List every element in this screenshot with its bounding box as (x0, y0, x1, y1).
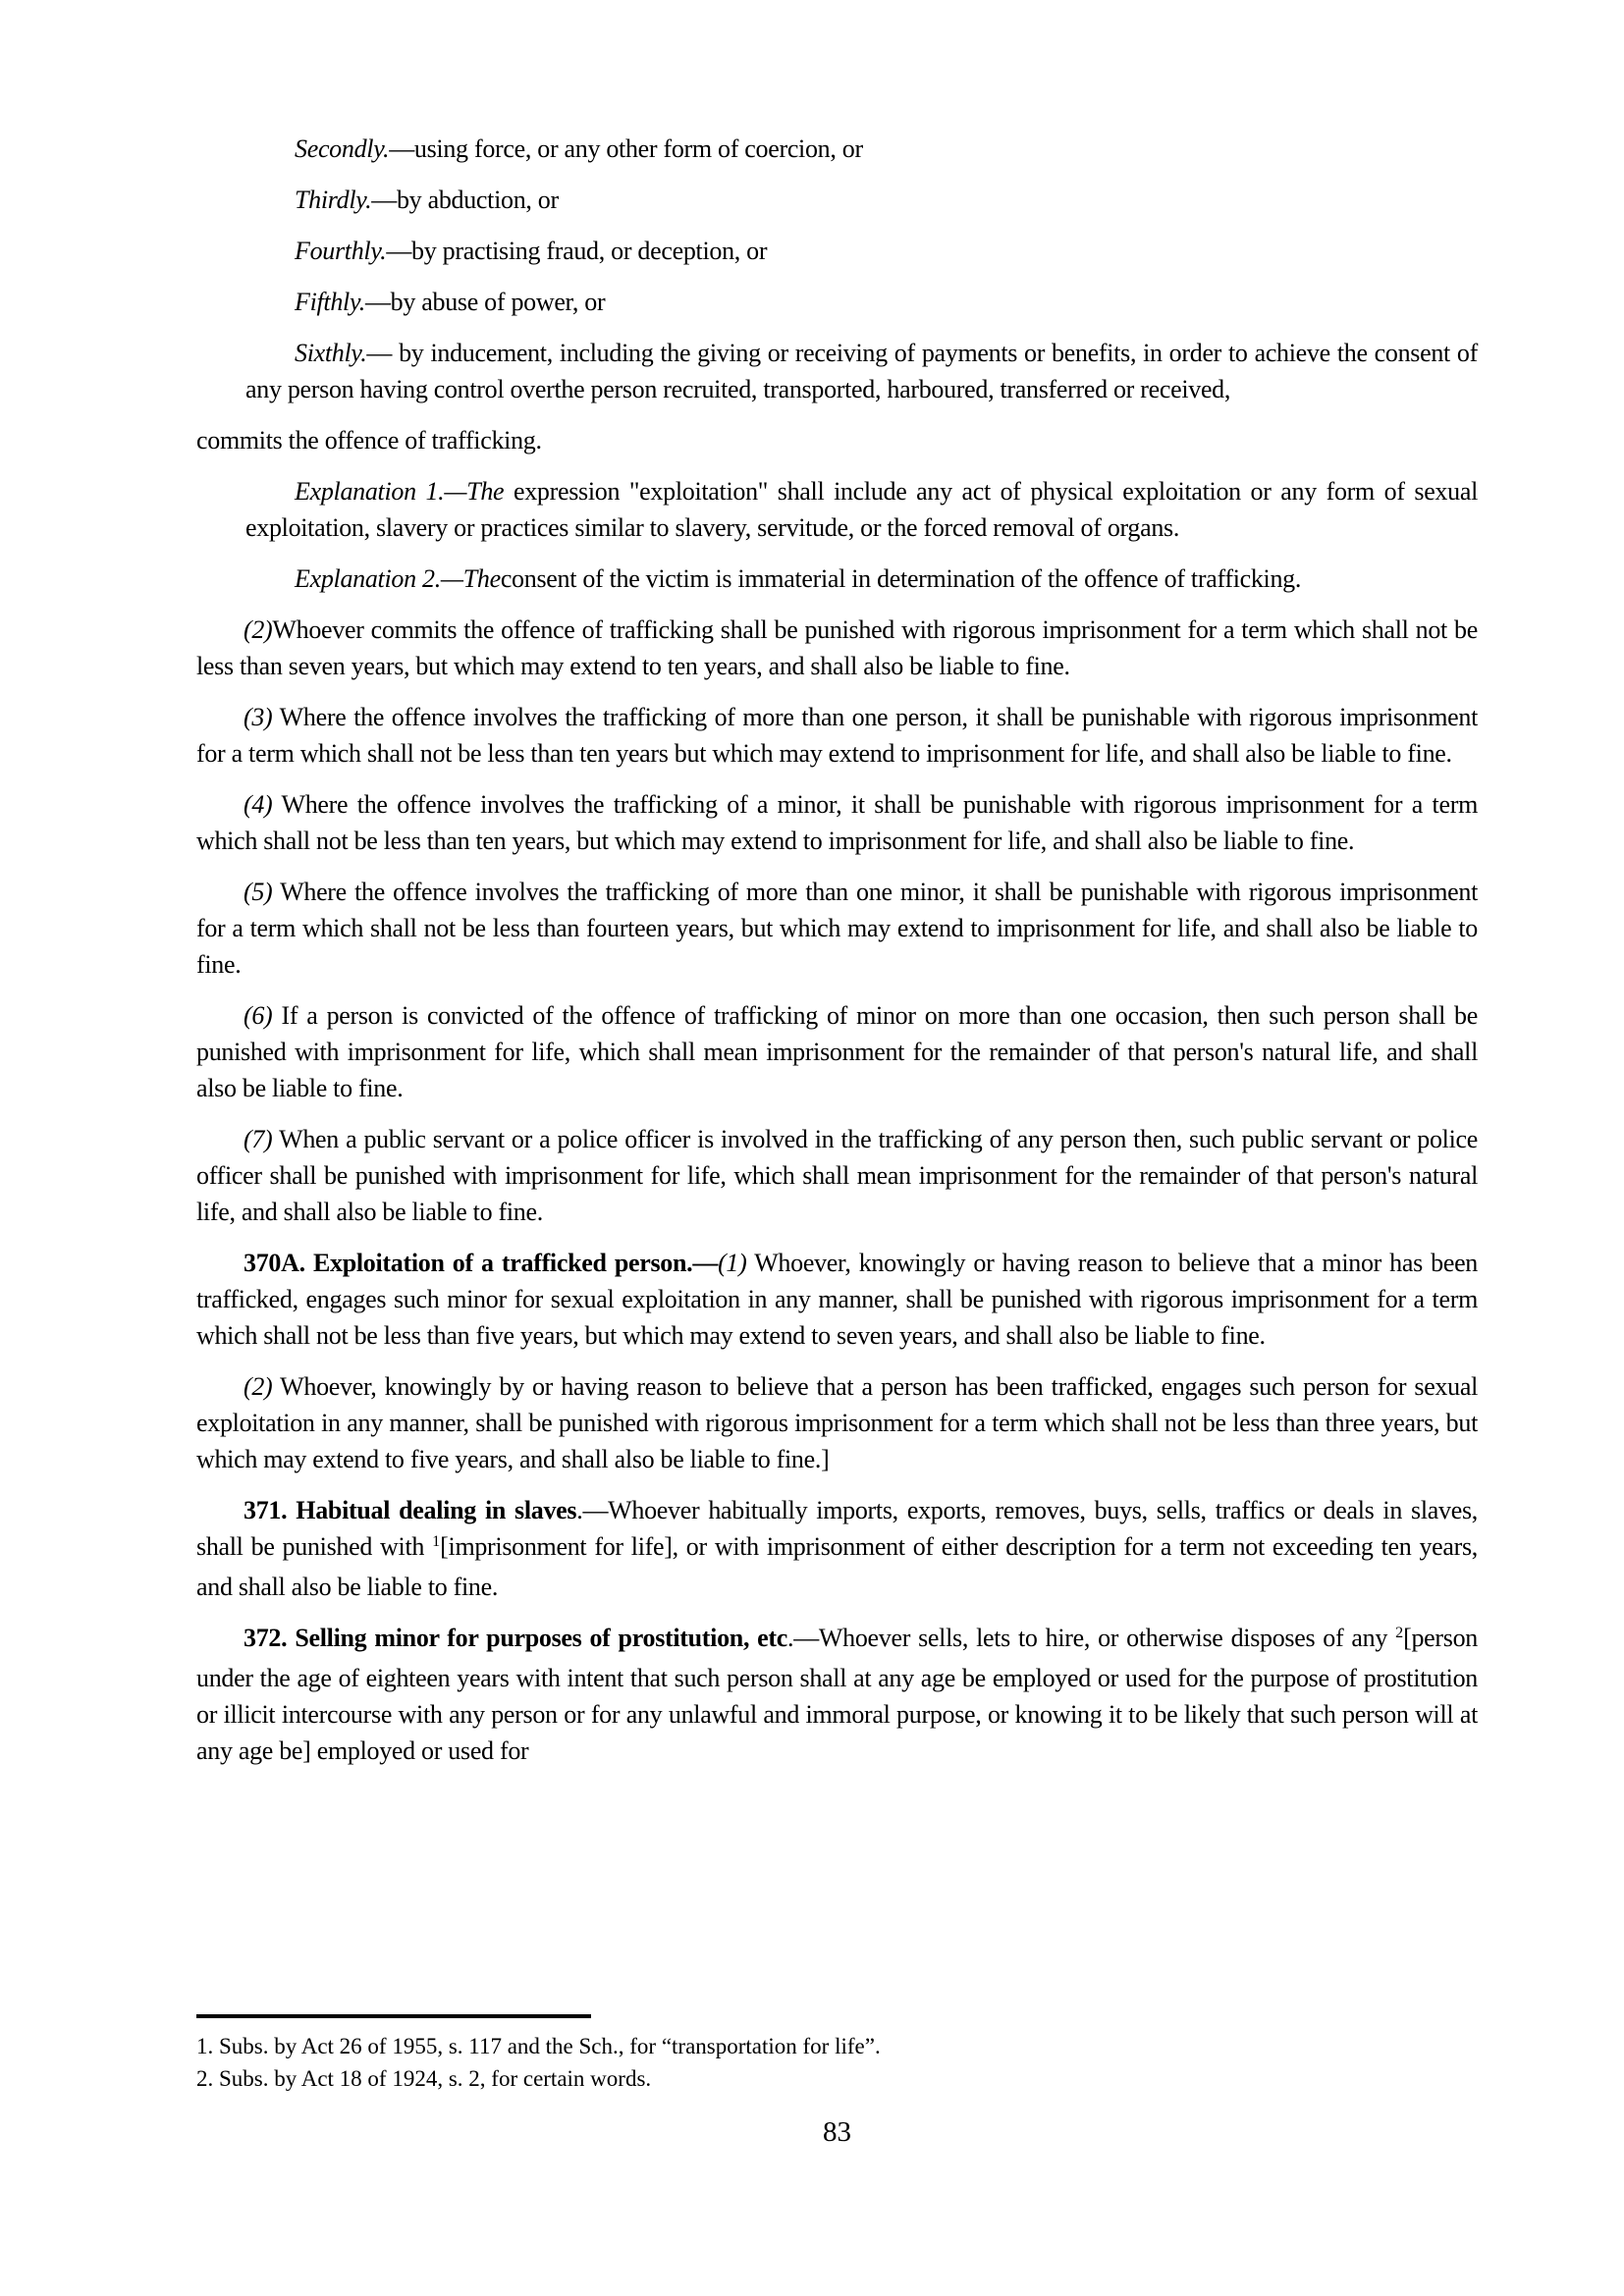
text-segment: [imprisonment for life], or with imprisonment of either description for a term not exceeding ten years, and shall also be liable to fine. (196, 1532, 1479, 1601)
subsection-4 (196, 786, 1478, 859)
text-segment: — by inducement, including the giving or receiving of payments or benefits, in order to achieve the consent of any person having control overthe person recruited, transported, harboured, transferred or received, (245, 339, 1478, 403)
section-371 (196, 1492, 1478, 1605)
text-segment: (6) (244, 1001, 273, 1030)
text-segment: Where the offence involves the trafficking of more than one person, it shall be punishable with rigorous imprisonment for a term which shall not be less than ten years but which may extend to imprisonment for life, and shall also be liable to fine. (196, 703, 1478, 768)
text-segment: (7) (244, 1125, 273, 1153)
footnote-separator (196, 2014, 591, 2018)
text-segment: [person under the age of eighteen years with intent that such person shall at any age be employed or used for the purpose of prostitution or illicit intercourse with any person or for any unlawful and immoral purpose, or knowing it to be likely that such person will at any age be] employed or used for (196, 1624, 1478, 1765)
text-segment: (2) (244, 1372, 273, 1401)
explanation-2 (245, 561, 1478, 597)
text-segment: 371. Habitual dealing in slaves (244, 1496, 577, 1524)
text-segment: When a public servant or a police officer is involved in the trafficking of any person then, such public servant or police officer shall be punished with imprisonment for life, which shall mean imprisonment for the remainder of that person's natural life, and shall also be liable to fine. (196, 1125, 1478, 1226)
section-370A (196, 1245, 1478, 1354)
text-segment: Where the offence involves the trafficking of more than one minor, it shall be punishable with rigorous imprisonment for a term which shall not be less than fourteen years, but which may extend to imprisonment for life, and shall also be liable to fine. (196, 878, 1478, 979)
text-segment: —by abuse of power, or (364, 288, 606, 316)
explanation-1 (245, 473, 1478, 546)
text-segment: Sixthly. (295, 339, 367, 367)
text-segment: (4) (244, 790, 273, 819)
text-segment: (1) (718, 1249, 747, 1277)
text-segment: (2) (244, 615, 273, 644)
text-segment: (3) (244, 703, 273, 731)
text-segment: Whoever commits the offence of trafficking shall be punished with rigorous imprisonment for a term which shall not be less than seven years, but which may extend to ten years, and shall also be liable to fine. (196, 615, 1478, 680)
section-370A-subsection-2 (196, 1368, 1478, 1477)
text-segment: 2 (1395, 1625, 1404, 1642)
text-segment: Where the offence involves the trafficking of a minor, it shall be punishable with rigorous imprisonment for a term which shall not be less than ten years, but which may extend to imprisonment for life, and shall also be liable to fine. (196, 790, 1478, 855)
subsection-6 (196, 997, 1478, 1106)
text-segment: .—Whoever sells, lets to hire, or otherwise disposes of any (787, 1624, 1396, 1652)
text-segment: 2. Subs. by Act 18 of 1924, s. 2, for certain words. (196, 2066, 652, 2091)
text-segment: consent of the victim is immaterial in determination of the offence of trafficking. (500, 564, 1302, 593)
document-body (196, 116, 1478, 1784)
text-segment: —by abduction, or (371, 186, 559, 214)
subsection-5 (196, 874, 1478, 983)
text-segment: —using force, or any other form of coercion, or (389, 134, 863, 163)
text-segment: 370A. Exploitation of a trafficked person.— (244, 1249, 719, 1277)
subsection-3 (196, 699, 1478, 772)
subsection-2 (196, 612, 1478, 684)
text-segment: commits the offence of trafficking. (196, 426, 542, 454)
text-segment: Secondly. (295, 134, 390, 163)
text-segment: Explanation 1.—The (295, 477, 505, 506)
text-segment: If a person is convicted of the offence of trafficking of minor on more than one occasion, then such person shall be punished with imprisonment for life, which shall mean imprisonment for the remainder of that person's natural life, and shall also be liable to fine. (196, 1001, 1478, 1102)
clause-sixthly (245, 335, 1478, 407)
text-segment: expression "exploitation" shall include any act of physical exploitation or any form of sexual exploitation, slavery or practices similar to slavery, servitude, or the forced removal of organs. (245, 477, 1478, 542)
text-segment: (5) (244, 878, 273, 906)
section-372 (196, 1620, 1478, 1769)
text-segment: Explanation 2.—The (295, 564, 501, 593)
text-segment: 372. Selling minor for purposes of prostitution, etc (244, 1624, 788, 1652)
text-segment: 1. Subs. by Act 26 of 1955, s. 117 and the Sch., for “transportation for life”. (196, 2034, 881, 2058)
footnote-1 (196, 2030, 1478, 2062)
clause-secondly (245, 131, 1478, 167)
page-number: 83 (823, 2116, 851, 2148)
text-segment: Thirdly. (295, 186, 372, 214)
text-segment: —by practising fraud, or deception, or (386, 237, 768, 265)
clause-thirdly (245, 182, 1478, 218)
text-segment: 1 (432, 1533, 441, 1551)
trafficking-offence-line (196, 422, 1478, 458)
footnotes (196, 2030, 1478, 2095)
text-segment: Fifthly. (295, 288, 365, 316)
text-segment: Whoever, knowingly by or having reason to believe that a person has been trafficked, engages such person for sexual exploitation in any manner, shall be punished with rigorous imprisonment for a term which shall not be less than three years, but which may extend to five years, and shall also be liable to fine.] (196, 1372, 1478, 1473)
text-segment: Fourthly. (295, 237, 387, 265)
text-segment: Whoever, knowingly or having reason to believe that a minor has been trafficked, engages such minor for sexual exploitation in any manner, shall be punished with rigorous imprisonment for a term which shall not be less than five years, but which may extend to seven years, and shall also be liable to fine. (196, 1249, 1479, 1350)
text-segment: .—Whoever habitually imports, exports, removes, buys, sells, traffics or deals in slaves, shall be punished with (196, 1496, 1478, 1561)
clause-fifthly (245, 284, 1478, 320)
clause-fourthly (245, 233, 1478, 269)
footnote-2 (196, 2062, 1478, 2095)
page-footer (196, 2014, 1478, 2149)
subsection-7 (196, 1121, 1478, 1230)
